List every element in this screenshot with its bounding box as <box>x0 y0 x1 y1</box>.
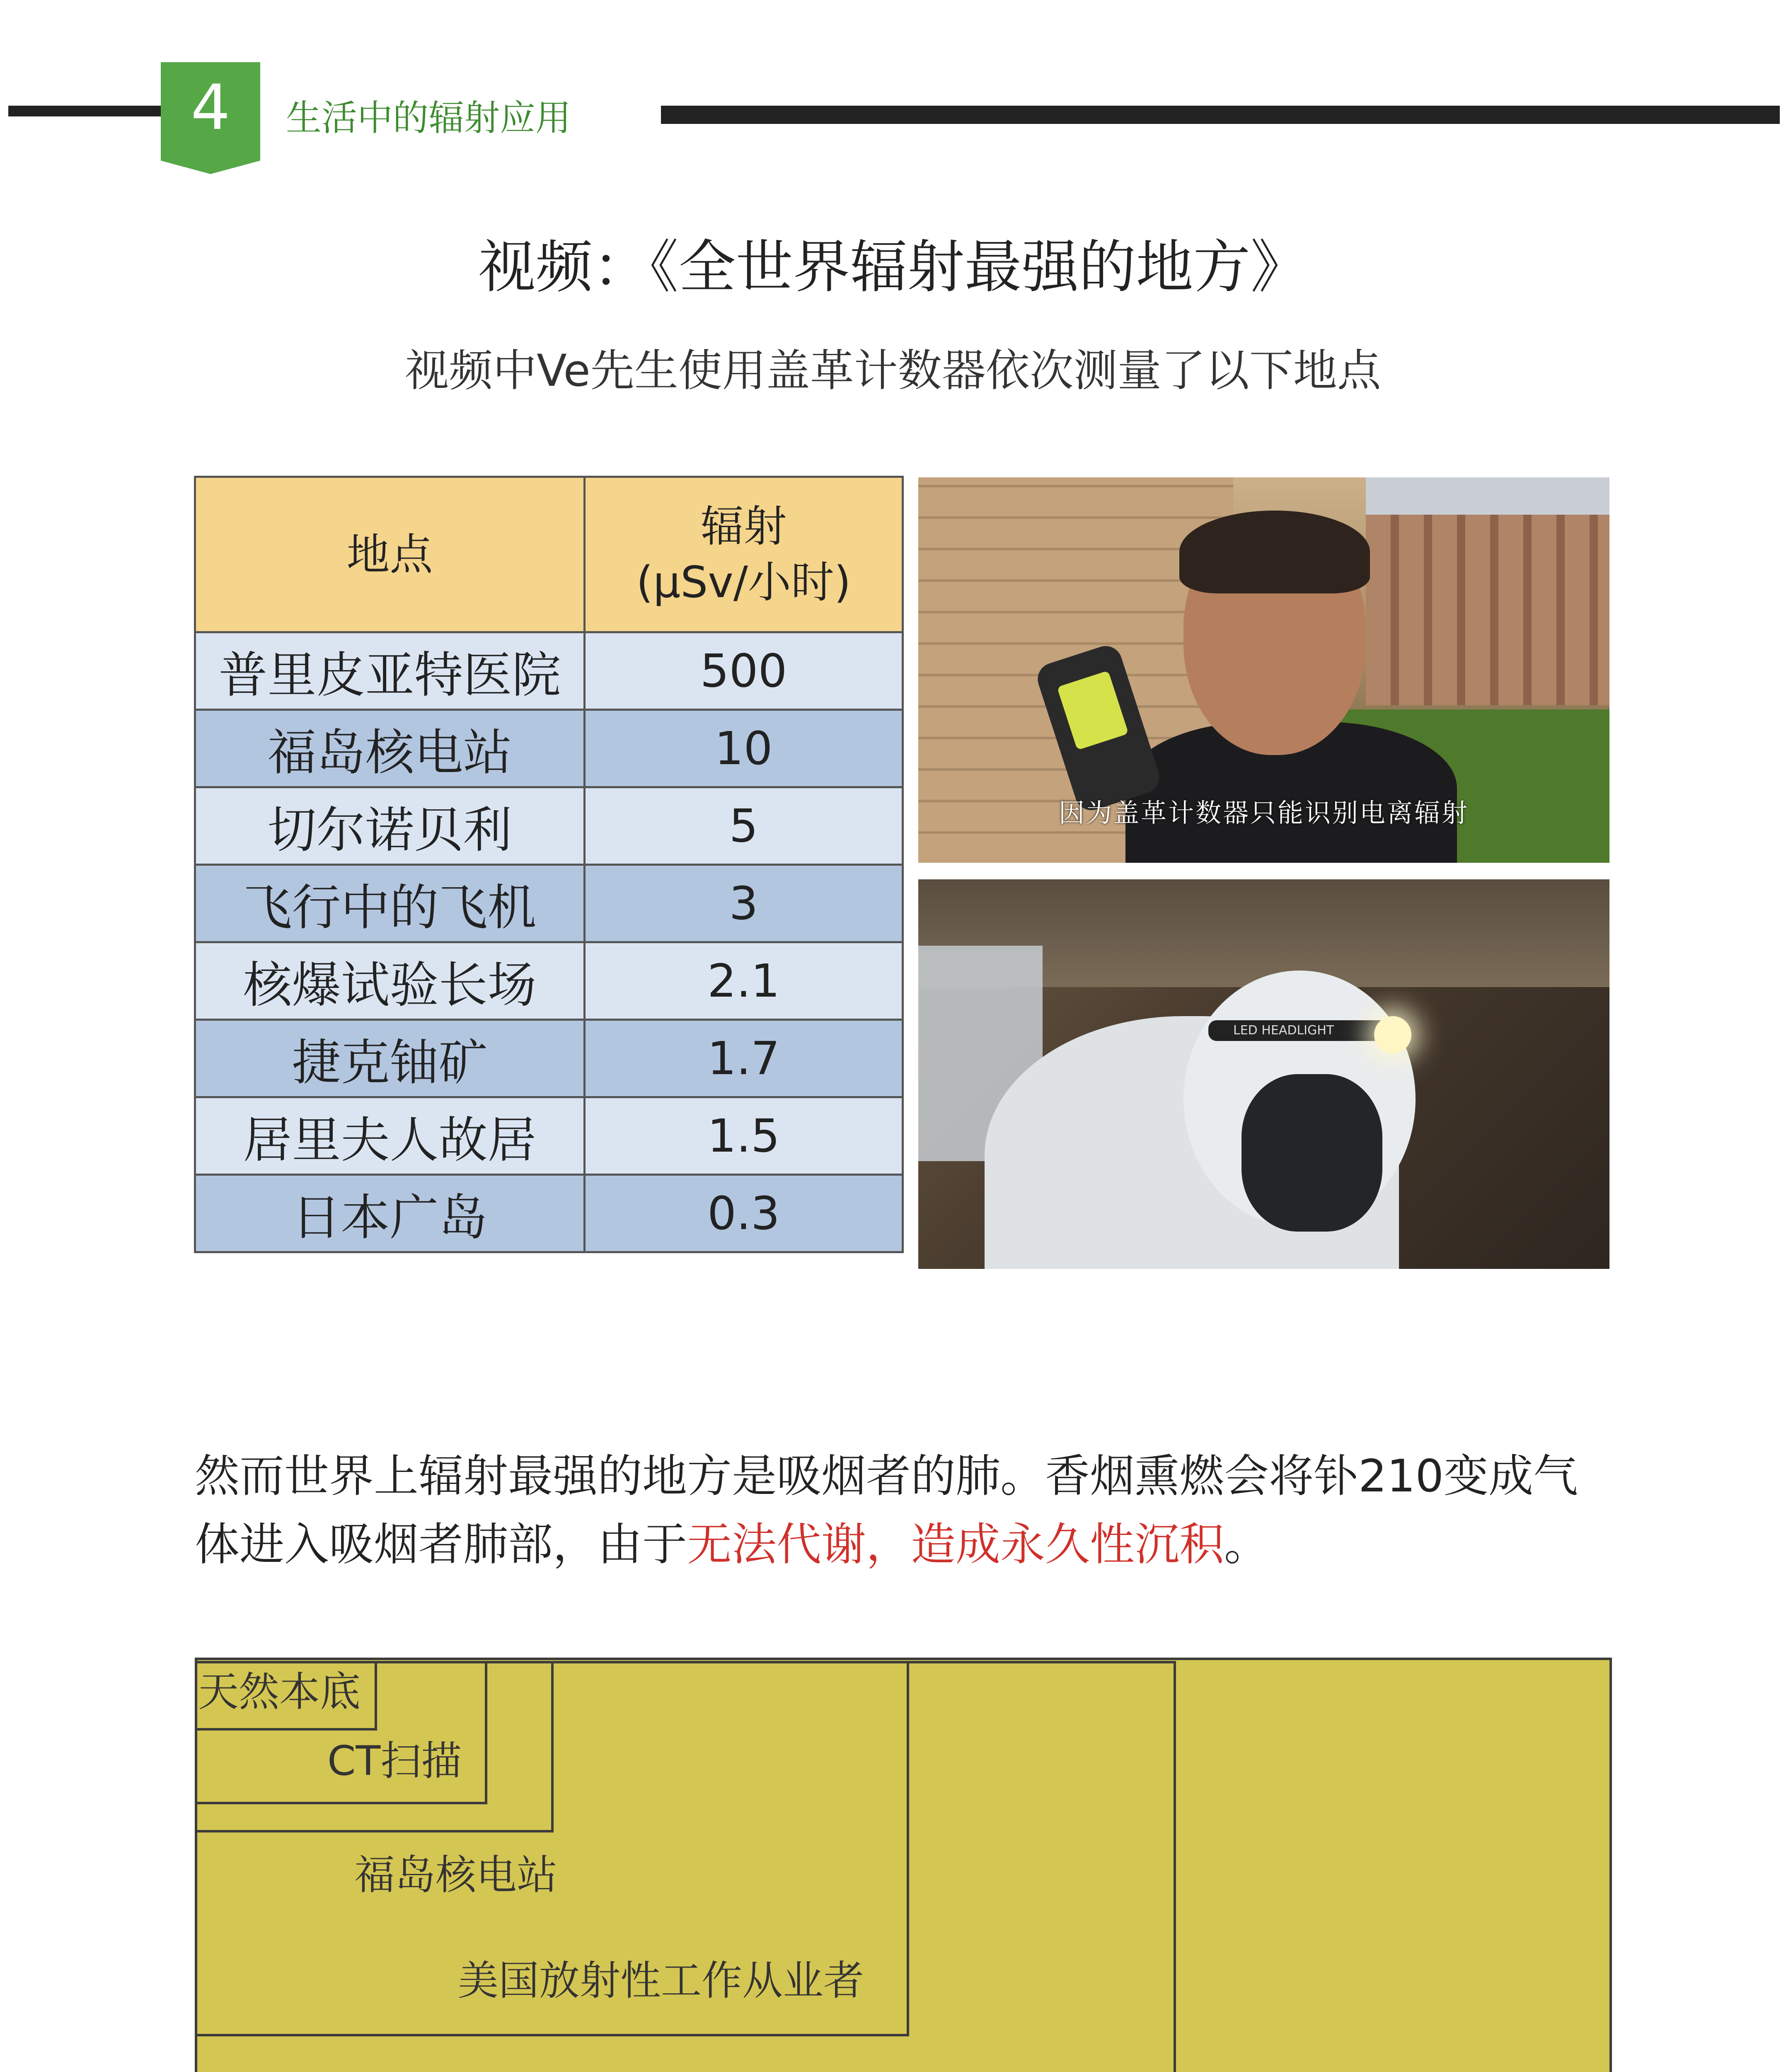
presenter-hair <box>1179 511 1370 593</box>
respirator-mask <box>1241 1074 1382 1232</box>
value-cell: 1.5 <box>585 1097 903 1175</box>
video-still-presenter <box>918 477 1609 863</box>
video-subtitle: 视频中Ve先生使用盖革计数器依次测量了以下地点 <box>405 345 1381 396</box>
table-row <box>195 942 903 1020</box>
value-cell: 0.3 <box>585 1175 903 1252</box>
label-us-radiation-workers: 美国放射性工作从业者 <box>458 1957 864 2004</box>
label-natural-background: 天然本底 <box>198 1668 361 1716</box>
paragraph-highlight: 无法代谢，造成永久性沉积 <box>687 1519 1225 1571</box>
value-cell: 5 <box>585 787 903 865</box>
label-ct-scan: CT扫描 <box>327 1738 462 1785</box>
video-title: 视频：《全世界辐射最强的地方》 <box>478 234 1308 300</box>
headlamp-band-text: LED HEADLIGHT <box>1233 1023 1334 1038</box>
label-fukushima: 福岛核电站 <box>354 1852 558 1899</box>
body-paragraph <box>195 1442 1612 1579</box>
header-radiation-unit: (μSv/小时) <box>636 557 851 608</box>
table-row <box>195 1175 903 1252</box>
place-cell: 切尔诺贝利 <box>195 787 585 865</box>
headlamp-icon <box>1374 1016 1411 1053</box>
value-cell: 500 <box>585 632 903 710</box>
value-cell: 2.1 <box>585 942 903 1020</box>
place-cell: 普里皮亚特医院 <box>195 632 585 710</box>
paragraph-text: 然而世界上辐射最强的地方是吸烟者的肺。香烟熏燃会将钋210变成气体进入吸烟者肺部，由于 <box>195 1450 1578 1571</box>
header-rule-right <box>661 106 1780 124</box>
place-cell: 核爆试验长场 <box>195 942 585 1020</box>
video-caption: 因为盖革计数器只能识别电离辐射 <box>1058 798 1469 828</box>
place-cell: 捷克铀矿 <box>195 1020 585 1097</box>
place-cell: 居里夫人故居 <box>195 1097 585 1175</box>
place-cell: 日本广岛 <box>195 1175 585 1252</box>
header-radiation-label: 辐射 <box>700 501 787 552</box>
value-cell: 1.7 <box>585 1020 903 1097</box>
header-rule-left <box>8 106 174 116</box>
value-cell: 10 <box>585 710 903 787</box>
value-cell: 3 <box>585 865 903 942</box>
place-cell: 飞行中的飞机 <box>195 865 585 942</box>
header-radiation <box>585 477 903 632</box>
table-row <box>195 1020 903 1097</box>
counter-screen <box>1057 670 1129 750</box>
radiation-table <box>194 476 904 1253</box>
table-row <box>195 865 903 942</box>
table-row <box>195 632 903 710</box>
table-row <box>195 787 903 865</box>
table-row <box>195 1097 903 1175</box>
paragraph-end: 。 <box>1224 1519 1269 1571</box>
table-header-row <box>195 477 903 632</box>
video-still-hazmat <box>918 879 1609 1269</box>
header-place: 地点 <box>195 477 585 632</box>
chapter-title: 生活中的辐射应用 <box>286 97 588 139</box>
chapter-number: 4 <box>191 72 230 144</box>
place-cell: 福岛核电站 <box>195 710 585 787</box>
table-row <box>195 710 903 787</box>
gothic-building <box>1366 515 1609 705</box>
